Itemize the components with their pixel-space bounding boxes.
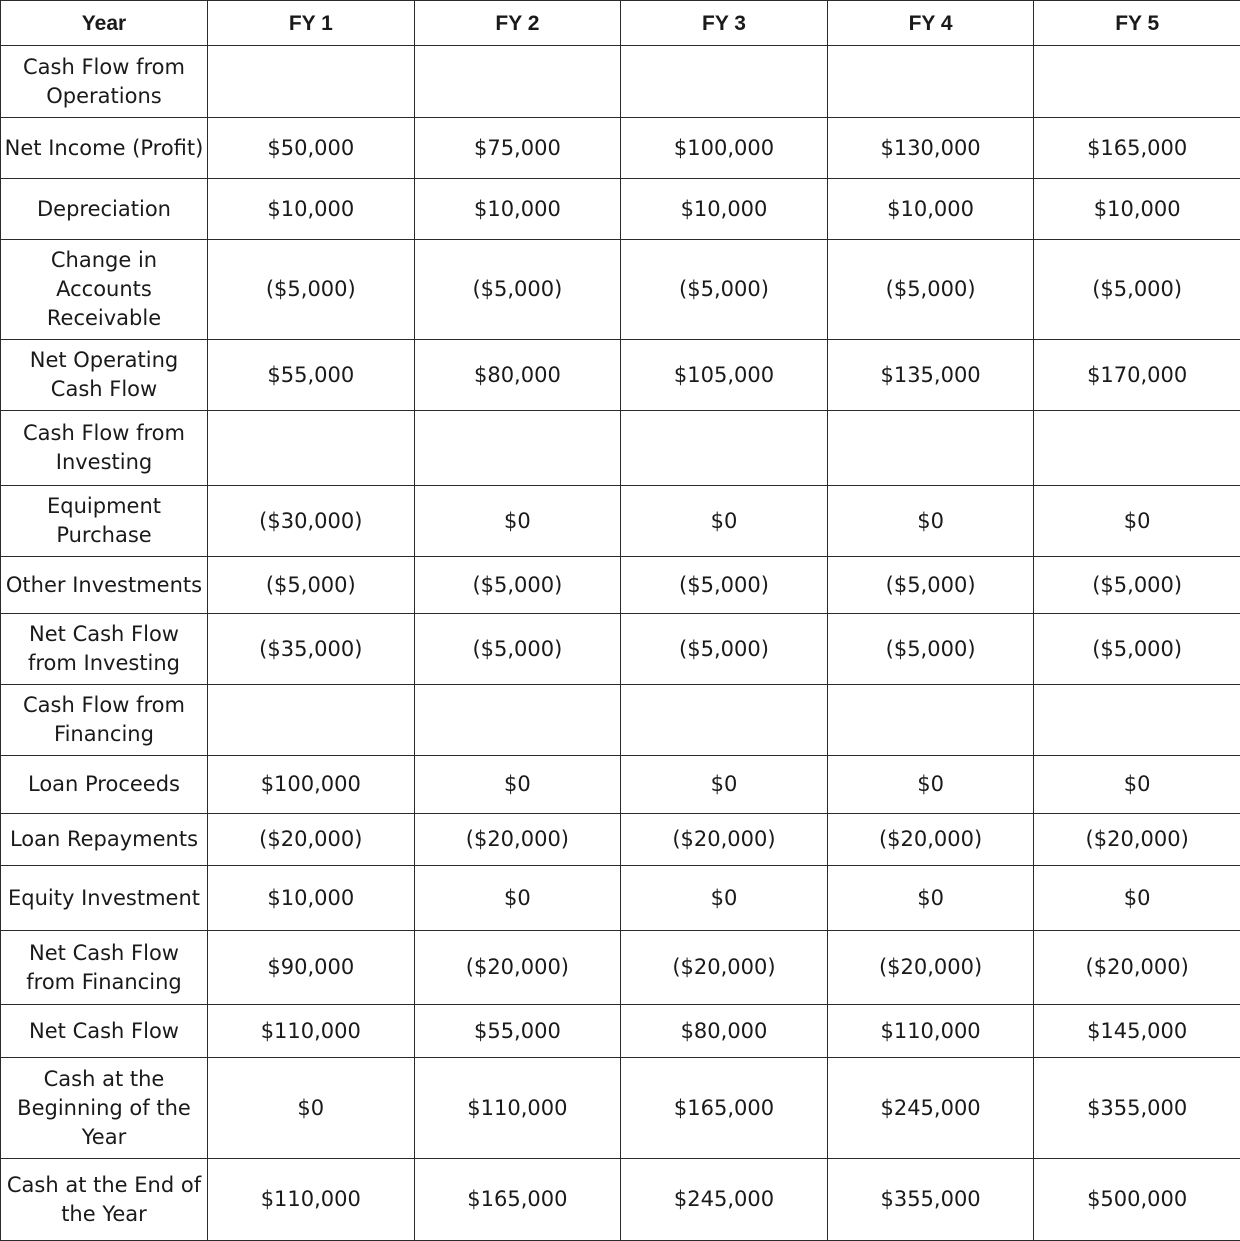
table-cell: ($5,000) xyxy=(208,240,415,340)
table-cell: $170,000 xyxy=(1034,340,1240,411)
row-label: Cash Flow from Financing xyxy=(1,685,208,756)
row-label: Other Investments xyxy=(1,557,208,614)
table-cell: $355,000 xyxy=(827,1159,1034,1241)
table-cell: $80,000 xyxy=(621,1005,828,1058)
table-cell: ($20,000) xyxy=(1034,931,1240,1005)
table-cell: $90,000 xyxy=(208,931,415,1005)
table-cell xyxy=(1034,411,1240,486)
table-cell: $245,000 xyxy=(621,1159,828,1241)
table-row xyxy=(1,118,1240,179)
row-label: Cash Flow from Operations xyxy=(1,46,208,118)
table-cell: ($5,000) xyxy=(1034,240,1240,340)
row-label: Net Income (Profit) xyxy=(1,118,208,179)
row-label: Net Cash Flow xyxy=(1,1005,208,1058)
table-cell xyxy=(208,411,415,486)
table-cell: $55,000 xyxy=(208,340,415,411)
table-row xyxy=(1,1058,1240,1159)
table-cell: ($5,000) xyxy=(414,240,621,340)
table-cell: $0 xyxy=(414,486,621,557)
row-label: Net Operating Cash Flow xyxy=(1,340,208,411)
table-cell: $0 xyxy=(1034,486,1240,557)
table-cell: ($20,000) xyxy=(621,931,828,1005)
table-cell xyxy=(827,46,1034,118)
table-cell: ($5,000) xyxy=(1034,614,1240,685)
table-cell: $10,000 xyxy=(621,179,828,240)
table-cell: ($20,000) xyxy=(621,814,828,866)
table-cell: $130,000 xyxy=(827,118,1034,179)
table-cell xyxy=(621,46,828,118)
table-row xyxy=(1,340,1240,411)
table-cell: $0 xyxy=(827,866,1034,931)
table-cell xyxy=(208,685,415,756)
table-row xyxy=(1,179,1240,240)
table-row xyxy=(1,866,1240,931)
row-label: Net Cash Flow from Investing xyxy=(1,614,208,685)
table-row xyxy=(1,411,1240,486)
header-fy4: FY 4 xyxy=(827,1,1034,46)
table-row xyxy=(1,1005,1240,1058)
table-row xyxy=(1,685,1240,756)
table-cell: $165,000 xyxy=(621,1058,828,1159)
header-year: Year xyxy=(1,1,208,46)
row-label: Equipment Purchase xyxy=(1,486,208,557)
table-cell: $75,000 xyxy=(414,118,621,179)
table-cell: ($20,000) xyxy=(414,931,621,1005)
table-cell: $10,000 xyxy=(208,179,415,240)
table-row xyxy=(1,557,1240,614)
table-cell: $355,000 xyxy=(1034,1058,1240,1159)
row-label: Depreciation xyxy=(1,179,208,240)
table-cell: ($30,000) xyxy=(208,486,415,557)
table-cell: ($20,000) xyxy=(827,931,1034,1005)
table-cell: $55,000 xyxy=(414,1005,621,1058)
header-row xyxy=(1,1,1240,46)
table-cell: ($5,000) xyxy=(414,557,621,614)
table-cell: $110,000 xyxy=(414,1058,621,1159)
row-label: Equity Investment xyxy=(1,866,208,931)
table-cell: ($20,000) xyxy=(1034,814,1240,866)
table-cell: $50,000 xyxy=(208,118,415,179)
table-cell: $0 xyxy=(621,486,828,557)
table-cell: $10,000 xyxy=(827,179,1034,240)
table-cell: $0 xyxy=(827,486,1034,557)
table-cell: ($5,000) xyxy=(208,557,415,614)
table-cell xyxy=(414,46,621,118)
table-cell: $500,000 xyxy=(1034,1159,1240,1241)
table-row xyxy=(1,486,1240,557)
table-cell: ($5,000) xyxy=(414,614,621,685)
table-cell: $80,000 xyxy=(414,340,621,411)
table-row xyxy=(1,1159,1240,1241)
table-row xyxy=(1,46,1240,118)
header-fy1: FY 1 xyxy=(208,1,415,46)
table-row xyxy=(1,614,1240,685)
table-cell: $135,000 xyxy=(827,340,1034,411)
table-cell: $0 xyxy=(827,756,1034,814)
table-cell: $10,000 xyxy=(1034,179,1240,240)
table-row xyxy=(1,814,1240,866)
header-fy2: FY 2 xyxy=(414,1,621,46)
table-cell: $0 xyxy=(208,1058,415,1159)
table-row xyxy=(1,240,1240,340)
table-cell xyxy=(827,685,1034,756)
table-cell: $245,000 xyxy=(827,1058,1034,1159)
table-cell: $100,000 xyxy=(621,118,828,179)
table-cell: ($5,000) xyxy=(621,557,828,614)
header-fy3: FY 3 xyxy=(621,1,828,46)
table-cell: $165,000 xyxy=(1034,118,1240,179)
table-cell xyxy=(621,685,828,756)
row-label: Cash Flow from Investing xyxy=(1,411,208,486)
table-cell: $10,000 xyxy=(414,179,621,240)
table-cell: $145,000 xyxy=(1034,1005,1240,1058)
table-cell xyxy=(414,411,621,486)
table-cell: $0 xyxy=(414,756,621,814)
table-cell: ($5,000) xyxy=(827,614,1034,685)
table-cell xyxy=(1034,685,1240,756)
table-row xyxy=(1,931,1240,1005)
table-cell: $110,000 xyxy=(208,1159,415,1241)
table-cell: $10,000 xyxy=(208,866,415,931)
table-cell: $0 xyxy=(1034,756,1240,814)
row-label: Cash at the End of the Year xyxy=(1,1159,208,1241)
table-row xyxy=(1,756,1240,814)
table-cell: $110,000 xyxy=(208,1005,415,1058)
table-cell: ($5,000) xyxy=(621,614,828,685)
table-cell xyxy=(1034,46,1240,118)
table-cell xyxy=(827,411,1034,486)
table-cell: ($5,000) xyxy=(621,240,828,340)
table-cell: ($35,000) xyxy=(208,614,415,685)
table-cell: $0 xyxy=(621,866,828,931)
table-cell: ($5,000) xyxy=(827,240,1034,340)
row-label: Change in Accounts Receivable xyxy=(1,240,208,340)
table-cell: $0 xyxy=(621,756,828,814)
table-cell: $165,000 xyxy=(414,1159,621,1241)
row-label: Cash at the Beginning of the Year xyxy=(1,1058,208,1159)
row-label: Loan Proceeds xyxy=(1,756,208,814)
table-cell: $0 xyxy=(1034,866,1240,931)
row-label: Loan Repayments xyxy=(1,814,208,866)
table-cell xyxy=(621,411,828,486)
header-fy5: FY 5 xyxy=(1034,1,1240,46)
table-cell: ($20,000) xyxy=(414,814,621,866)
table-cell: $100,000 xyxy=(208,756,415,814)
table-cell xyxy=(208,46,415,118)
table-cell: ($5,000) xyxy=(827,557,1034,614)
table-cell xyxy=(414,685,621,756)
table-cell: $110,000 xyxy=(827,1005,1034,1058)
row-label: Net Cash Flow from Financing xyxy=(1,931,208,1005)
table-cell: ($20,000) xyxy=(208,814,415,866)
table-cell: $0 xyxy=(414,866,621,931)
table-cell: ($5,000) xyxy=(1034,557,1240,614)
table-cell: ($20,000) xyxy=(827,814,1034,866)
table-cell: $105,000 xyxy=(621,340,828,411)
